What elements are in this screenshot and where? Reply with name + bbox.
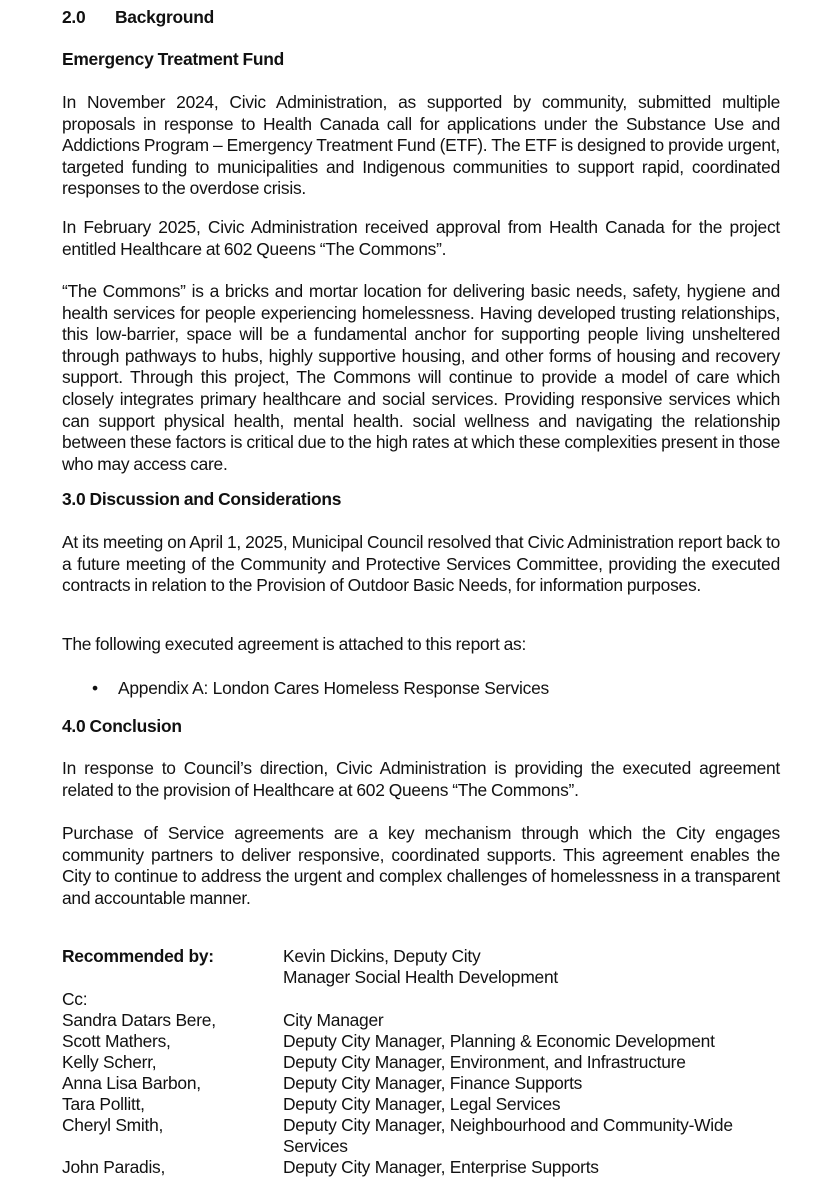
recommended-by-name [283, 946, 803, 989]
paragraph: In response to Council’s direction, Civic Administration is providing the executed agreement related to the provision of Healthcare at 602 Queens “The Commons”. [62, 758, 780, 800]
recommender-line-2: Manager Social Health Development [283, 967, 558, 988]
cc-name: Cheryl Smith, [62, 1115, 164, 1135]
section-4-heading: 4.0 Conclusion [62, 716, 182, 736]
paragraph: Purchase of Service agreements are a key mechanism through which the City engages community partners to deliver responsive, coordinated supports. This agreement enables the City to continue to address the urgent and complex challenges of homelessness in a transparent and accountable manner. [62, 823, 780, 908]
paragraph: “The Commons” is a bricks and mortar location for delivering basic needs, safety, hygiene and health services for people experiencing homelessness. Having developed trusting relationships, this low-barrier, space will be a fundamental anchor for supporting people living unsheltered through pathways to hubs, highly supportive housing, and other forms of housing and recovery support. Through this project, The Commons will continue to provide a model of care which closely integrates primary healthcare and social services. Providing responsive services which can support physical health, mental health. social wellness and navigating the relationship between these factors is critical due to the high rates at which these complexities present in those who may access care. [62, 281, 780, 474]
section-3-heading: 3.0 Discussion and Considerations [62, 489, 342, 509]
cc-role: Deputy City Manager, Enterprise Supports [283, 1157, 599, 1177]
cc-role: Deputy City Manager, Legal Services [283, 1094, 561, 1114]
recommender-line-1: Kevin Dickins, Deputy City [283, 946, 481, 966]
cc-label: Cc: [62, 989, 88, 1009]
paragraph: The following executed agreement is attached to this report as: [62, 634, 527, 654]
recommended-by-label: Recommended by: [62, 946, 214, 966]
cc-name: Scott Mathers, [62, 1031, 171, 1051]
bullet-icon: • [92, 678, 99, 698]
cc-name: John Paradis, [62, 1157, 166, 1177]
section-2-heading [62, 7, 780, 29]
cc-role: Deputy City Manager, Finance Supports [283, 1073, 583, 1093]
cc-role: Deputy City Manager, Neighbourhood and Community-Wide Services [283, 1115, 733, 1157]
paragraph: In November 2024, Civic Administration, as supported by community, submitted multiple proposals in response to Health Canada call for applications under the Substance Use and Addictions Program – Emergency Treatment Fund (ETF). The ETF is designed to provide urgent, targeted funding to municipalities and Indigenous communities to support rapid, coordinated responses to the overdose crisis. [62, 92, 780, 199]
paragraph: At its meeting on April 1, 2025, Municipal Council resolved that Civic Administration report back to a future meeting of the Community and Protective Services Committee, providing the executed contracts in relation to the Provision of Outdoor Basic Needs, for information purposes. [62, 532, 780, 596]
section-title: Background [115, 7, 214, 27]
cc-name: Sandra Datars Bere, [62, 1010, 216, 1030]
cc-name: Tara Pollitt, [62, 1094, 145, 1114]
cc-role: Deputy City Manager, Planning & Economic Development [283, 1031, 715, 1051]
subheading-emergency-treatment-fund: Emergency Treatment Fund [62, 49, 285, 69]
cc-role: Deputy City Manager, Environment, and Infrastructure [283, 1052, 686, 1072]
cc-name: Anna Lisa Barbon, [62, 1073, 201, 1093]
cc-role: City Manager [283, 1010, 384, 1030]
cc-name: Kelly Scherr, [62, 1052, 157, 1072]
section-number: 2.0 [62, 7, 86, 27]
paragraph: In February 2025, Civic Administration received approval from Health Canada for the project entitled Healthcare at 602 Queens “The Commons”. [62, 217, 780, 259]
appendix-a-label: Appendix A: London Cares Homeless Response Services [118, 678, 549, 698]
